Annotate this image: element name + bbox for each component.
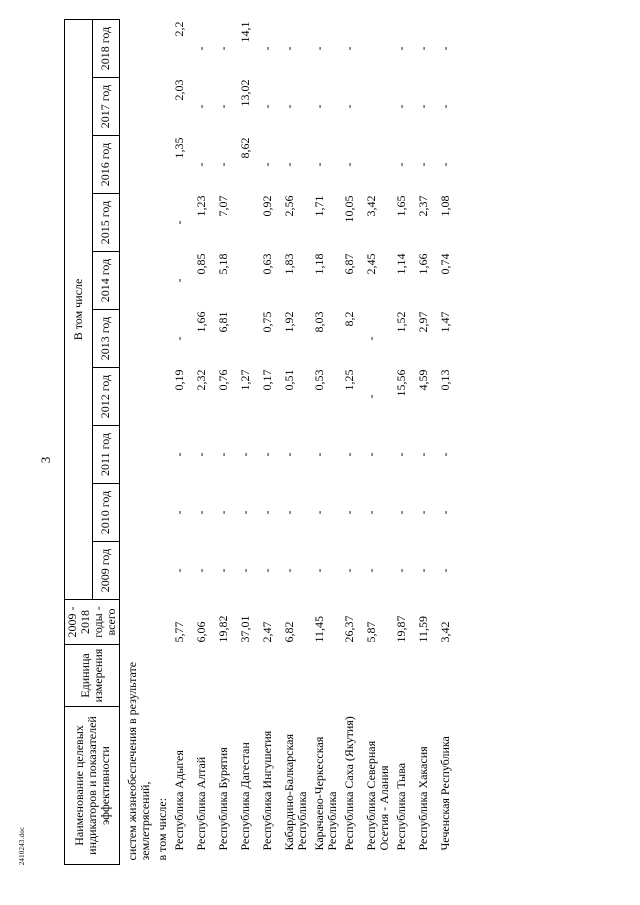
value-cell: 2,97 <box>416 311 430 333</box>
value-cell: - <box>194 46 208 51</box>
value-cell: 6,81 <box>216 311 230 333</box>
value-cell: - <box>194 104 208 109</box>
value-cell: - <box>194 452 208 457</box>
value-cell: 10,05 <box>342 195 356 223</box>
region-name: Республика Северная Осетия - Алания <box>364 740 391 851</box>
value-cell: - <box>312 510 326 515</box>
value-cell: - <box>364 452 378 457</box>
region-name: Чеченская Республика <box>438 736 452 851</box>
value-cell: 0,76 <box>216 369 230 391</box>
value-cell: 2,56 <box>282 195 296 217</box>
value-cell: - <box>416 104 430 109</box>
region-name: Республика Алтай <box>194 756 208 851</box>
value-cell: 1,52 <box>394 311 408 333</box>
value-cell: - <box>216 162 230 167</box>
value-cell: - <box>194 510 208 515</box>
value-cell: 1,92 <box>282 311 296 333</box>
value-cell: - <box>312 568 326 573</box>
intro-text: систем жизнеобеспечения в результате землетрясений, <box>125 661 152 861</box>
total-cell: 11,45 <box>312 615 326 643</box>
region-name: Карачаево-Черкесская Республика <box>312 736 339 851</box>
total-cell: 5,77 <box>172 621 186 643</box>
value-cell: 14,1 <box>238 21 252 43</box>
table-row <box>281 20 311 865</box>
unit-cell <box>363 645 393 707</box>
value-cell: - <box>312 104 326 109</box>
header-year: 2017 год <box>92 78 120 136</box>
header-group: В том числе <box>65 20 93 600</box>
table-row <box>311 20 341 865</box>
value-cell: - <box>172 278 186 283</box>
value-cell <box>237 194 259 252</box>
value-cell: 0,13 <box>438 369 452 391</box>
value-cell: 8,62 <box>238 137 252 159</box>
header-year: 2012 год <box>92 368 120 426</box>
value-cell <box>363 78 393 136</box>
region-name: Республика Хакасия <box>416 746 430 851</box>
value-cell: - <box>282 46 296 51</box>
header-year: 2018 год <box>92 20 120 78</box>
value-cell: - <box>260 452 274 457</box>
value-cell: 2,32 <box>194 369 208 391</box>
table-row <box>215 20 237 865</box>
value-cell: 2,37 <box>416 195 430 217</box>
total-cell: 19,87 <box>394 615 408 643</box>
value-cell: 2,45 <box>364 253 378 275</box>
rotated-table-sheet <box>64 20 584 865</box>
value-cell: - <box>172 510 186 515</box>
header-indicator-name: Наименование целевых индикаторов и показателей эффективности <box>65 707 120 865</box>
value-cell: 1,47 <box>438 311 452 333</box>
value-cell: - <box>194 568 208 573</box>
header-year: 2016 год <box>92 136 120 194</box>
value-cell: 0,74 <box>438 253 452 275</box>
value-cell: - <box>282 162 296 167</box>
header-total: 2009 - 2018 годы - всего <box>65 600 120 645</box>
value-cell: - <box>172 220 186 225</box>
unit-cell <box>415 645 437 707</box>
unit-cell <box>171 645 193 707</box>
header-year: 2014 год <box>92 252 120 310</box>
table-row <box>437 20 459 865</box>
value-cell: - <box>216 104 230 109</box>
value-cell: - <box>194 162 208 167</box>
value-cell: - <box>282 104 296 109</box>
rotated-table-container <box>64 20 584 865</box>
value-cell: - <box>216 46 230 51</box>
value-cell: - <box>438 568 452 573</box>
header-year: 2013 год <box>92 310 120 368</box>
total-cell: 6,82 <box>282 621 296 643</box>
region-name: Республика Тыва <box>394 762 408 851</box>
value-cell: 1,71 <box>312 195 326 217</box>
value-cell: 1,14 <box>394 253 408 275</box>
value-cell: 0,92 <box>260 195 274 217</box>
unit-cell <box>311 645 341 707</box>
value-cell: - <box>260 104 274 109</box>
value-cell: - <box>172 452 186 457</box>
table-row <box>193 20 215 865</box>
value-cell: 1,66 <box>416 253 430 275</box>
header-year: 2015 год <box>92 194 120 252</box>
value-cell: - <box>416 46 430 51</box>
unit-cell <box>393 645 415 707</box>
value-cell: - <box>342 46 356 51</box>
value-cell: 0,19 <box>172 369 186 391</box>
value-cell: 15,56 <box>394 369 408 397</box>
value-cell: - <box>216 510 230 515</box>
value-cell: 2,2 <box>172 21 186 37</box>
value-cell: 5,18 <box>216 253 230 275</box>
region-name: Кабардино-Балкарская Республика <box>282 734 309 851</box>
value-cell: 4,59 <box>416 369 430 391</box>
value-cell: 0,51 <box>282 369 296 391</box>
value-cell <box>363 136 393 194</box>
value-cell: - <box>438 162 452 167</box>
value-cell: - <box>282 452 296 457</box>
value-cell: - <box>260 162 274 167</box>
table-row <box>171 20 193 865</box>
value-cell: - <box>260 568 274 573</box>
value-cell: - <box>364 510 378 515</box>
table-row <box>341 20 363 865</box>
value-cell: 8,03 <box>312 311 326 333</box>
region-name: Республика Дагестан <box>238 742 252 851</box>
region-name: Республика Ингушетия <box>260 730 274 851</box>
value-cell: - <box>342 510 356 515</box>
table-row <box>237 20 259 865</box>
table-row <box>363 20 393 865</box>
total-cell: 6,06 <box>194 621 208 643</box>
value-cell: - <box>238 510 252 515</box>
value-cell: - <box>172 336 186 341</box>
value-cell <box>237 252 259 310</box>
value-cell <box>237 310 259 368</box>
value-cell: - <box>416 162 430 167</box>
value-cell: 1,66 <box>194 311 208 333</box>
value-cell: 1,25 <box>342 369 356 391</box>
unit-cell <box>341 645 363 707</box>
value-cell: - <box>238 452 252 457</box>
unit-cell <box>237 645 259 707</box>
table-row <box>259 20 281 865</box>
table-row <box>393 20 415 865</box>
value-cell: - <box>216 452 230 457</box>
value-cell: 0,75 <box>260 311 274 333</box>
including-text: в том числе: <box>155 797 169 861</box>
header-unit: Единица измерения <box>65 645 120 707</box>
value-cell: 0,63 <box>260 253 274 275</box>
value-cell <box>363 20 393 78</box>
value-cell: 1,27 <box>238 369 252 391</box>
value-cell: - <box>312 452 326 457</box>
indicators-table <box>64 19 459 865</box>
unit-cell <box>215 645 237 707</box>
value-cell: - <box>364 336 378 341</box>
value-cell: - <box>364 568 378 573</box>
value-cell: - <box>416 452 430 457</box>
unit-cell <box>259 645 281 707</box>
value-cell: 0,17 <box>260 369 274 391</box>
header-year: 2009 год <box>92 542 120 600</box>
value-cell: - <box>394 104 408 109</box>
value-cell: - <box>394 568 408 573</box>
region-name: Республика Адыгея <box>172 750 186 851</box>
value-cell: 1,18 <box>312 253 326 275</box>
value-cell: 0,85 <box>194 253 208 275</box>
value-cell: 1,08 <box>438 195 452 217</box>
value-cell: 3,42 <box>364 195 378 217</box>
header-year: 2011 год <box>92 426 120 484</box>
value-cell: - <box>416 568 430 573</box>
value-cell: 0,53 <box>312 369 326 391</box>
total-cell: 19,82 <box>216 615 230 643</box>
value-cell: 2,03 <box>172 79 186 101</box>
value-cell: - <box>394 46 408 51</box>
value-cell: - <box>438 104 452 109</box>
value-cell: - <box>438 452 452 457</box>
value-cell: 1,23 <box>194 195 208 217</box>
value-cell: - <box>172 568 186 573</box>
value-cell: - <box>342 568 356 573</box>
value-cell: - <box>416 510 430 515</box>
value-cell: - <box>342 162 356 167</box>
value-cell: 1,35 <box>172 137 186 159</box>
value-cell: - <box>260 46 274 51</box>
header-year: 2010 год <box>92 484 120 542</box>
value-cell: 6,87 <box>342 253 356 275</box>
value-cell: - <box>342 104 356 109</box>
region-name: Республика Бурятия <box>216 747 230 851</box>
value-cell: - <box>312 46 326 51</box>
value-cell: - <box>438 46 452 51</box>
value-cell: 13,02 <box>238 79 252 107</box>
value-cell: 7,07 <box>216 195 230 217</box>
value-cell: 1,65 <box>394 195 408 217</box>
page-number: 3 <box>38 456 53 464</box>
value-cell: - <box>342 452 356 457</box>
value-cell: - <box>282 510 296 515</box>
value-cell: - <box>260 510 274 515</box>
value-cell: - <box>312 162 326 167</box>
document-code: 2410243.doc <box>18 826 26 866</box>
value-cell: - <box>282 568 296 573</box>
unit-cell <box>193 645 215 707</box>
value-cell: - <box>438 510 452 515</box>
unit-cell <box>281 645 311 707</box>
total-cell: 3,42 <box>438 621 452 643</box>
value-cell: 8,2 <box>342 311 356 327</box>
value-cell: - <box>394 452 408 457</box>
value-cell: - <box>364 394 378 399</box>
value-cell: - <box>394 510 408 515</box>
total-cell: 5,87 <box>364 621 378 643</box>
region-name: Республика Саха (Якутия) <box>342 716 356 851</box>
value-cell: - <box>394 162 408 167</box>
value-cell: - <box>238 568 252 573</box>
unit-cell <box>437 645 459 707</box>
total-cell: 11,59 <box>416 615 430 643</box>
table-row <box>415 20 437 865</box>
total-cell: 2,47 <box>260 621 274 643</box>
value-cell: 1,83 <box>282 253 296 275</box>
total-cell: 37,01 <box>238 615 252 643</box>
total-cell: 26,37 <box>342 615 356 643</box>
value-cell: - <box>216 568 230 573</box>
